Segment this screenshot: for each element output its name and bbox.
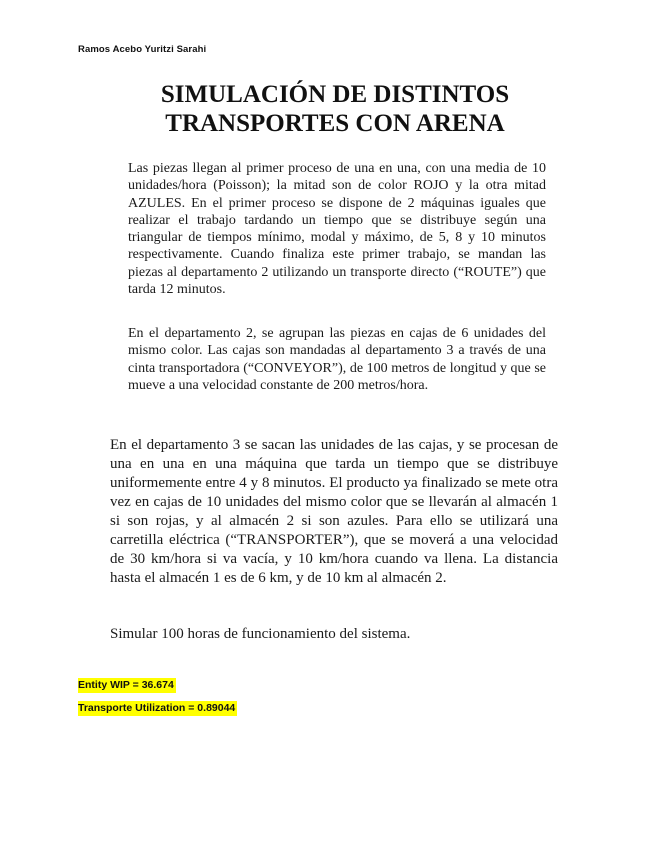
transporte-utilization-result: Transporte Utilization = 0.89044 xyxy=(78,702,236,714)
title-line-2: TRANSPORTES CON ARENA xyxy=(165,110,505,137)
paragraph-3: En el departamento 3 se sacan las unidades de las cajas, y se procesan de una en una en una máquina que tarda un tiempo que se distribuye uniformemente entre 4 y 8 minutos. El producto ya finalizado se mete otra vez en cajas de 10 unidades del mismo color que se llevarán al almacén 1 si son rojas, y al almacén 2 si son azules. Para ello se utilizará una carretilla eléctrica (“TRANSPORTER”), que se moverá a una velocidad de 30 km/hora si va vacía, y 10 km/hora cuando va llena. La distancia hasta el almacén 1 es de 6 km, y de 10 km al almacén 2. xyxy=(110,437,558,586)
entity-wip-result: Entity WIP = 36.674 xyxy=(78,679,174,691)
paragraph-4: Simular 100 horas de funcionamiento del sistema. xyxy=(110,626,411,642)
paragraph-1: Las piezas llegan al primer proceso de una en una, con una media de 10 unidades/hora (Poisson); la mitad son de color ROJO y la otra mitad AZULES. En el primer proceso se dispone de 2 máquinas iguales que realizar el trabajo tardando un tiempo que se distribuye según una triangular de tiempos mínimo, modal y máximo, de 5, 8 y 10 minutos respectivamente. Cuando finaliza este primer trabajo, se mandan las piezas al departamento 2 utilizando un transporte directo (“ROUTE”) que tarda 12 minutos. xyxy=(128,161,546,298)
title-line-1: SIMULACIÓN DE DISTINTOS xyxy=(160,81,510,108)
paragraph-2: En el departamento 2, se agrupan las piezas en cajas de 6 unidades del mismo color. Las cajas son mandadas al departamento 3 a través de una cinta transportadora (“CONVEYOR”), de 100 metros de longitud y que se mueve a una velocidad constante de 200 metros/hora. xyxy=(128,326,546,393)
author-name: Ramos Acebo Yuritzi Sarahi xyxy=(78,44,207,55)
